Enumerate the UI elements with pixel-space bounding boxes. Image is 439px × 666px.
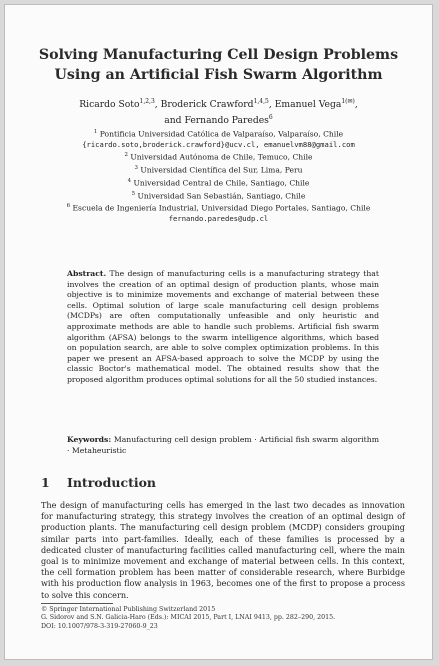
affiliations xyxy=(25,127,412,225)
paper-title xyxy=(25,45,412,85)
affiliation: $^1$ Pontificia Universidad Católica de Valparaíso, Valparaíso, Chile xyxy=(93,129,344,139)
abstract xyxy=(67,269,379,386)
affiliation: $^6$ Escuela de Ingeniería Industrial, Universidad Diego Portales, Santiago, Chile xyxy=(66,203,371,213)
paper-page xyxy=(4,4,433,660)
footer-divider xyxy=(41,603,113,604)
author-1-affil: 1,2,3 xyxy=(139,98,155,105)
author-4: and Fernando Paredes xyxy=(164,115,269,127)
affiliation: $^2$ Universidad Autónoma de Chile, Temuco, Chile xyxy=(124,152,313,162)
author-2-affil: 1,4,5 xyxy=(253,98,269,105)
section-number: 1 xyxy=(41,475,50,490)
title-line-2: Using an Artificial Fish Swarm Algorithm xyxy=(54,67,383,83)
abstract-label: Abstract. xyxy=(67,269,107,278)
keywords-label: Keywords: xyxy=(67,435,112,444)
author-3: Emanuel Vega xyxy=(274,99,342,111)
author-1: Ricardo Soto xyxy=(79,99,140,111)
author-4-affil: 6 xyxy=(268,114,273,122)
affiliation-email: fernando.paredes@udp.cl xyxy=(168,214,269,224)
affiliation: $^3$ Universidad Científica del Sur, Lima, Peru xyxy=(134,164,303,175)
keywords xyxy=(67,434,379,456)
footer-notes xyxy=(41,606,405,631)
affiliation: $^5$ Universidad San Sebastián, Santiago, Chile xyxy=(131,190,306,201)
author-2: Broderick Crawford xyxy=(160,99,254,111)
author-list: Ricardo Soto$^{1,2,3}$, Broderick Crawford$^{1,4,5}$, Emanuel Vega$^{1(✉)}$, and Fernando Paredes$^6$ xyxy=(79,98,358,127)
affiliation: $^4$ Universidad Central de Chile, Santiago, Chile xyxy=(127,177,310,188)
doi-line: DOI: 10.1007/978-3-319-27060-9_23 xyxy=(41,622,158,630)
affiliation-emails: {ricardo.soto,broderick.crawford}@ucv.cl, emanuelvm88@gmail.com xyxy=(82,139,355,149)
citation-line: G. Sidorov and S.N. Galicia-Haro (Eds.): MICAI 2015, Part I, LNAI 9413, pp. 282–290, 2015. xyxy=(41,614,336,622)
copyright-line: © Springer International Publishing Switzerland 2015 xyxy=(41,606,216,613)
title-line-1: Solving Manufacturing Cell Design Problems xyxy=(38,47,399,63)
intro-paragraph: The design of manufacturing cells has emerged in the last two decades as innovation for manufacturing strategy, this strategy involves the creation of an optimal design of production plants. The manufacturing cell design problem (MCDP) considers grouping similar parts into part-families. Ideally, each of these families is processed by a dedicated cluster of manufacturing facilities called manufacturing cell, where the main goal is to minimize movement and exchange of material between cells. In this context, the cell formation problem has been matter of considerable research, where Burbidge with his production flow analysis in 1963, becomes one of the first to propose a process to solve this concern. xyxy=(41,500,405,600)
section-title: Introduction xyxy=(67,475,157,490)
abstract-text: The design of manufacturing cells is a manufacturing strategy that involves the creation of an optimal design of production plants, whose main objective is to minimize movements and exchange of material between these cells. Optimal solution of large scale manufacturing cell design problems (MCDPs) are often computationally unfeasible and only heuristic and approximate methods are able to handle such problems. Artificial fish swarm algorithm (AFSA) belongs to the swarm intelligence algorithms, which based on population search, are able to solve complex optimization problems. In this paper we present an AFSA-based approach to solve the MCDP by using the classic Boctor's mathematical model. The obtained results show that the proposed algorithm produces optimal solutions for all the 50 studied instances. xyxy=(67,269,379,384)
section-heading xyxy=(41,475,156,490)
keywords-text: Manufacturing cell design problem · Artificial fish swarm algorithm · Metaheuristic xyxy=(67,435,380,455)
author-3-affil: 1(✉) xyxy=(341,98,355,105)
